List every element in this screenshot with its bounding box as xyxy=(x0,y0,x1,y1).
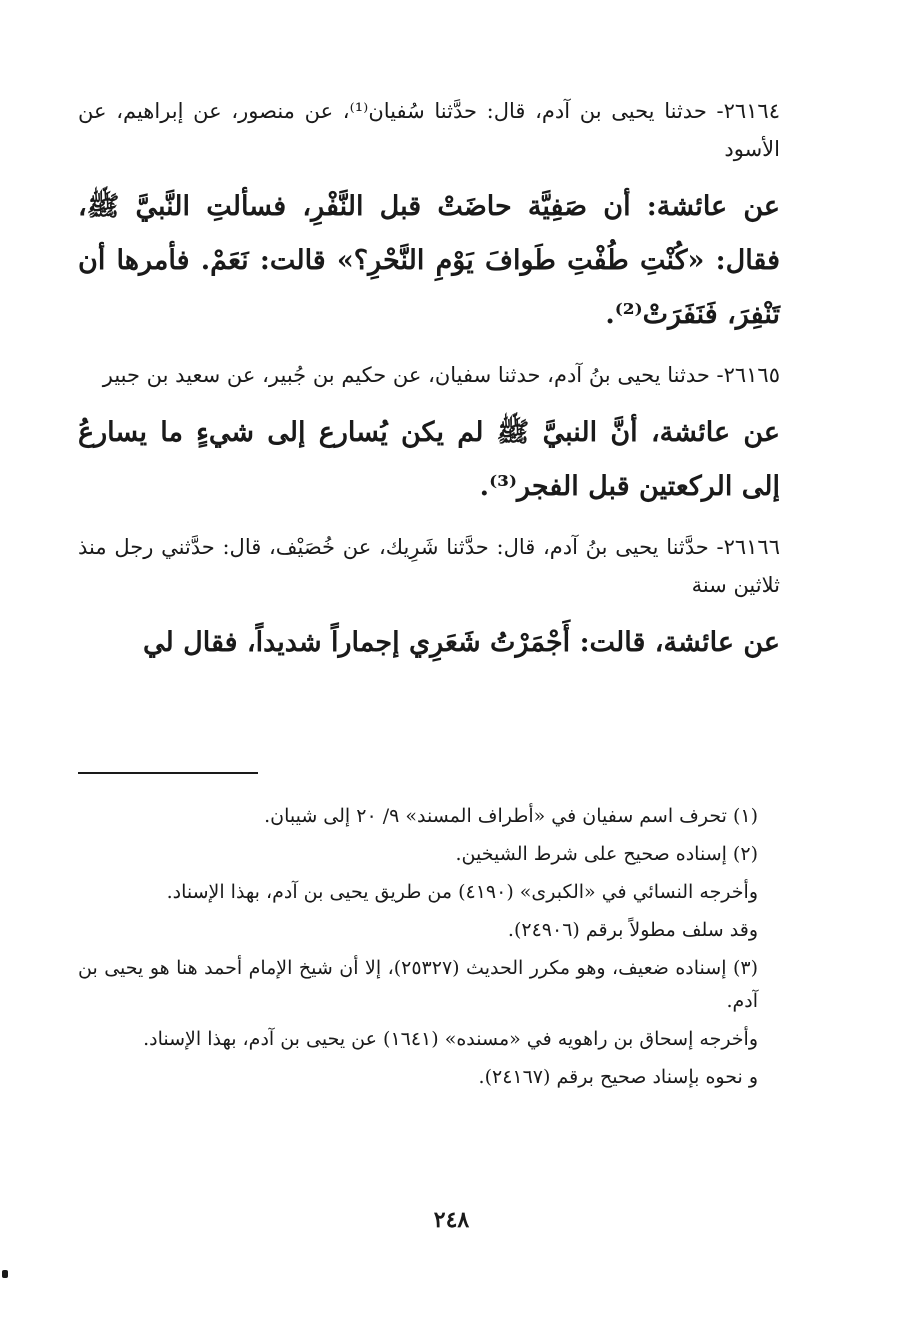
scan-mark xyxy=(2,1270,8,1278)
hadith-26165-matn: عن عائشة، أنَّ النبيَّ ﷺ لم يكن يُسارع إلى شيءٍ ما يسارعُ إلى الركعتين قبل الفجر⁽³⁾. xyxy=(78,417,780,502)
hadith-26166-matn: عن عائشة، قالت: أَجْمَرْتُ شَعَرِي إجماراً شديداً، فقال لي xyxy=(142,627,780,658)
hadith-26164-isnad: ٢٦١٦٤- حدثنا يحيى بن آدم، قال: حدَّثنا سُفيان⁽¹⁾، عن منصور، عن إبراهيم، عن الأسود xyxy=(78,99,780,161)
hadith-26164-matn: عن عائشة: أن صَفِيَّة حاضَتْ قبل النَّفْرِ، فسألتِ النَّبيَّ ﷺ، فقال: «كُنْتِ طُفْتِ طَوافَ يَوْمِ النَّحْرِ؟» قالت: نَعَمْ. فأمرها أن تَنْفِرَ، فَنَفَرَتْ⁽²⁾. xyxy=(78,191,780,330)
hadith-26166-isnad: ٢٦١٦٦- حدَّثنا يحيى بنُ آدم، قال: حدَّثنا شَرِيك، عن خُصَيْف، قال: حدَّثني رجل منذ ثلاثين سنة xyxy=(78,535,780,597)
footnote-separator xyxy=(78,772,258,774)
footnotes xyxy=(78,800,780,1099)
footnote-2-detail-a: وأخرجه النسائي في «الكبرى» (٤١٩٠) من طريق يحيى بن آدم، بهذا الإسناد. xyxy=(166,881,758,903)
footnote-3-detail-a: وأخرجه إسحاق بن راهويه في «مسنده» (١٦٤١) عن يحيى بن آدم، بهذا الإسناد. xyxy=(143,1028,758,1050)
page-number: ٢٤٨ xyxy=(433,1207,470,1233)
footnote-1: (١) تحرف اسم سفيان في «أطراف المسند» ٩/ ٢٠ إلى شيبان. xyxy=(264,805,758,827)
footnote-3-detail-b: و نحوه بإسناد صحيح برقم (٢٤١٦٧). xyxy=(478,1066,758,1088)
page-body xyxy=(78,92,780,684)
footnote-3: (٣) إسناده ضعيف، وهو مكرر الحديث (٢٥٣٢٧)، إلا أن شيخ الإمام أحمد هنا هو يحيى بن آدم. xyxy=(78,957,758,1012)
footnote-2-detail-b: وقد سلف مطولاً برقم (٢٤٩٠٦). xyxy=(507,919,758,941)
footnote-2: (٢) إسناده صحيح على شرط الشيخين. xyxy=(455,843,758,865)
hadith-26165-isnad: ٢٦١٦٥- حدثنا يحيى بنُ آدم، حدثنا سفيان، عن حكيم بن جُبير، عن سعيد بن جبير xyxy=(102,363,780,387)
